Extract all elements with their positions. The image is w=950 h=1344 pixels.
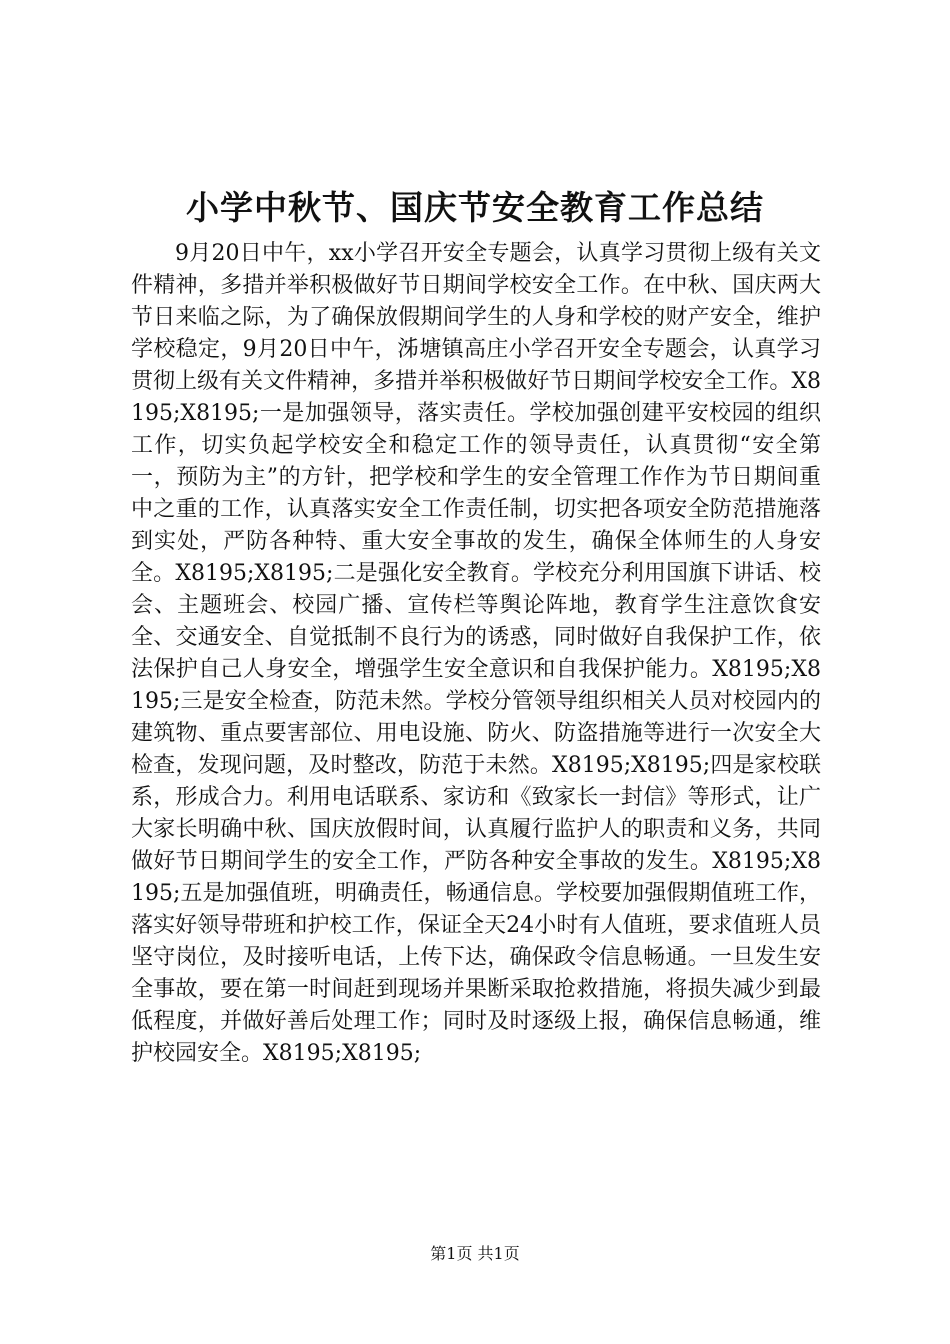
page-number-footer: 第1页 共1页 bbox=[430, 1244, 520, 1263]
document-title: 小学中秋节、国庆节安全教育工作总结 bbox=[186, 188, 764, 227]
document-body: 9月20日中午，xx小学召开安全专题会，认真学习贯彻上级有关文件精神，多措并举积极做好节日期间学校安全工作。在中秋、国庆两大节日来临之际，为了确保放假期间学生的人身和学校的财产安全，维护学校稳定，9月20日中午，泲塘镇高庄小学召开安全专题会，认真学习贯彻上级有关文件精神，多措并举积极做好节日期间学校安全工作。X8195;X8195;一是加强领导，落实责任。学校加强创建平安校园的组织工作，切实负起学校安全和稳定工作的领导责任，认真贯彻“安全第一，预防为主”的方针，把学校和学生的安全管理工作作为节日期间重中之重的工作，认真落实安全工作责任制，切实把各项安全防范措施落到实处，严防各种特、重大安全事故的发生，确保全体师生的人身安全。X8195;X8195;二是强化安全教育。学校充分利用国旗下讲话、校会、主题班会、校园广播、宣传栏等舆论阵地，教育学生注意饮食安全、交通安全、自觉抵制不良行为的诱惑，同时做好自我保护工作，依法保护自己人身安全，增强学生安全意识和自我保护能力。X8195;X8195;三是安全检查，防范未然。学校分管领导组织相关人员对校园内的建筑物、重点要害部位、用电设施、防火、防盗措施等进行一次安全大检查，发现问题，及时整改，防范于未然。X8195;X8195;四是家校联系，形成合力。利用电话联系、家访和《致家长一封信》等形式，让广大家长明确中秋、国庆放假时间，认真履行监护人的职责和义务，共同做好节日期间学生的安全工作，严防各种安全事故的发生。X8195;X8195;五是加强值班，明确责任，畅通信息。学校要加强假期值班工作，落实好领导带班和护校工作，保证全天24小时有人值班，要求值班人员坚守岗位，及时接听电话，上传下达，确保政令信息畅通。一旦发生安全事故，要在第一时间赶到现场并果断采取抢救措施，将损失减少到最低程度，并做好善后处理工作；同时及时逐级上报，确保信息畅通，维护校园安全。X8195;X8195; bbox=[131, 241, 821, 1066]
